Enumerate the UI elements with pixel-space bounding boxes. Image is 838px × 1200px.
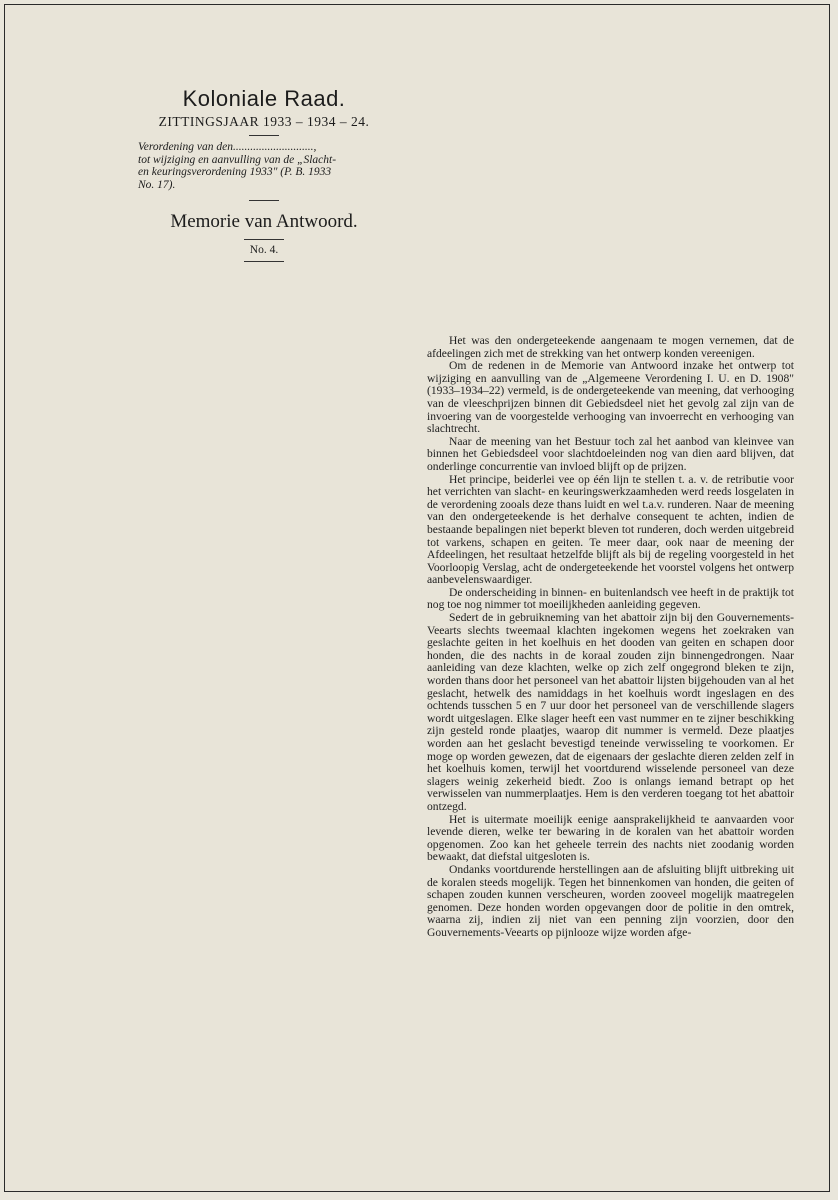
paragraph: Het was den ondergeteekende aangenaam te mogen vernemen, dat de afdeelingen zich met de strekking van het ontwerp konden vereenigen. — [427, 334, 794, 360]
ordinance-reference — [138, 141, 390, 191]
ordinance-line: en keuringsverordening 1933" (P. B. 1933 — [138, 166, 332, 178]
paragraph: Ondanks voortdurende herstellingen aan de afsluiting blijft uitbreking uit de koralen steeds mogelijk. Tegen het binnenkomen van honden, die geiten of schapen zouden kunnen verscheuren, worden zooveel mogelijk maatregelen genomen. Deze honden worden opgevangen door de politie in den omtrek, waarna zij, indien zij niet van een penning zijn voorzien, door den Gouvernements-Veearts op pijnlooze wijze worden afge- — [427, 862, 794, 939]
council-title: Koloniale Raad. — [182, 86, 346, 111]
paragraph: Naar de meening van het Bestuur toch zal het aanbod van kleinvee van binnen het Gebiedsdeel voor slachtdoeleinden nog van dien aard blijven, dat onderlinge concurrentie van invloed blijft op de prijzen. — [427, 434, 794, 473]
paragraph: Sedert de in gebruikneming van het abattoir zijn bij den Gouvernements-Veearts slechts tweemaal klachten ingekomen wegens het zoekraken van geslachte geiten in het koelhuis en het dooden van geiten en schapen door honden, die des nachts in de koraal zouden zijn binnengedrongen. Naar aanleiding van deze klachten, welke op zich zelf ongegrond bleken te zijn, worden thans door het personeel van het abattoir lijsten bijgehouden van al het geslacht, hetwelk des namiddags in het koelhuis wordt ingeslagen en des ochtends tusschen 5 en 7 uur door het personeel van de verschillende slagers wordt uitgeslagen. Elke slager heeft een vast nummer en te zijner beschikking zijn gesteld ronde plaatjes, waarop dit nummer is vermeld. Deze plaatjes worden aan het geslacht bevestigd teneinde verwisseling te voorkomen. Er moge op worden gewezen, dat de eigenaars der geslachte dieren zelden zelf in het koelhuis komen, terwijl het voortdurend wisselende personeel van deze slagers weinig zekerheid biedt. Zoo is onlangs iemand betrapt op het verwisselen van nummerplaatjes. Hem is den verderen toegang tot het abattoir ontzegd. — [427, 611, 794, 813]
body-text — [427, 335, 794, 940]
paragraph: Om de redenen in de Memorie van Antwoord inzake het ontwerp tot wijziging en aanvulling van de „Algemeene Verordening I. U. en D. 1908" (1933–1934–22) vermeld, is de ondergeteekende van meening, dat verhooging van de vleeschprijzen binnen dit Gebiedsdeel niet het gevolg zal zijn van de invoering van de voorgestelde verhooging van invoerrecht en verhooging van slachtrecht. — [427, 359, 794, 436]
document-number: No. 4. — [244, 239, 284, 262]
ordinance-line: tot wijziging en aanvulling van de „Slacht- — [138, 153, 337, 166]
number-wrap — [138, 239, 390, 262]
document-title: Memorie van Antwoord. — [170, 211, 358, 232]
document-header — [138, 88, 390, 262]
paragraph: De onderscheiding in binnen- en buitenlandsch vee heeft in de praktijk tot nog toe nog nimmer tot moeilijkheden aanleiding gegeven. — [427, 585, 794, 612]
ordinance-line: Verordening van den............................, — [138, 141, 317, 153]
divider — [249, 135, 279, 136]
paragraph: Het principe, beiderlei vee op één lijn te stellen t. a. v. de retributie voor het verrichten van slacht- en keuringswerkzaamheden werd reeds losgelaten in de verordening zooals deze thans luidt en wel t.a.v. runderen. Naar de meening van den ondergeteekende is het derhalve consequent te achten, indien de bestaande bepalingen niet beperkt bleven tot runderen, doch werden uitgebreid tot varkens, schapen en geiten. Te meer daar, ook naar de meening der Afdeelingen, het resultaat hetzelfde blijft als bij de regeling voorgesteld in het Voorloopig Verslag, acht de ondergeteekende het voorstel volgens het ontwerp aanbevelenswaardiger. — [427, 472, 794, 587]
session-year: ZITTINGSJAAR 1933 – 1934 – 24. — [158, 114, 370, 129]
ordinance-line: No. 17). — [138, 178, 176, 191]
divider — [249, 200, 279, 201]
paragraph: Het is uitermate moeilijk eenige aansprakelijkheid te aanvaarden voor levende dieren, welke ter bewaring in de koralen van het abattoir worden opgenomen. Zoo kan het geheele terrein des nachts niet zoodanig worden bewaakt, dat diefstal uitgesloten is. — [427, 812, 794, 864]
